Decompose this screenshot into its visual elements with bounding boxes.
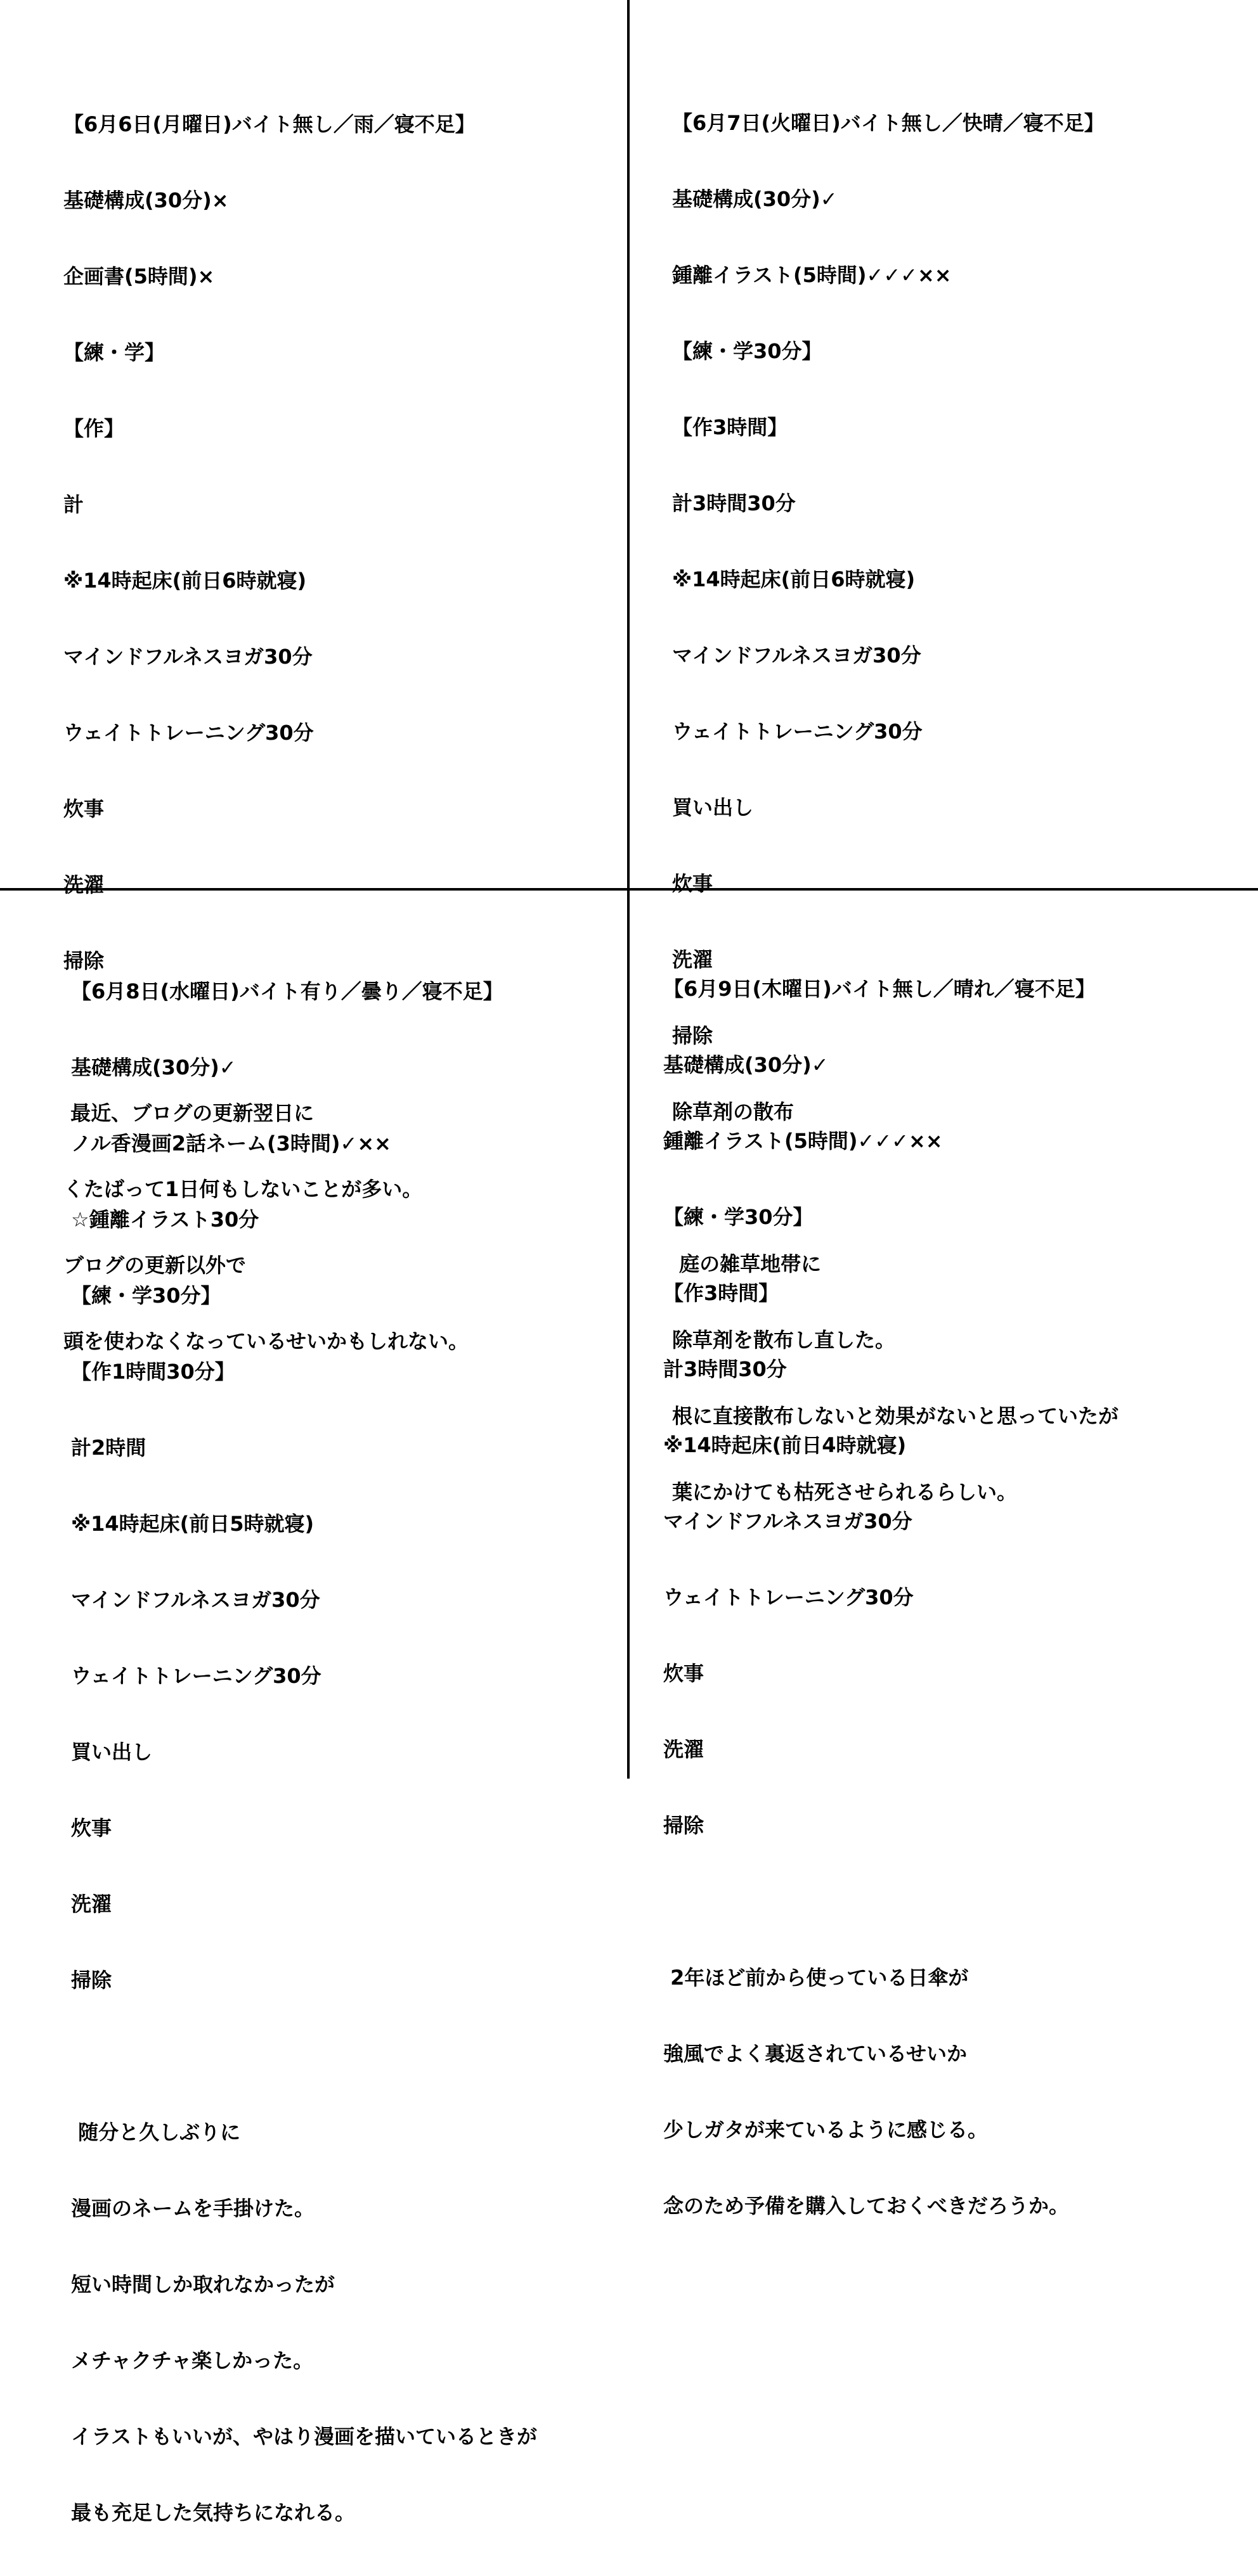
- task-item: 基礎構成(30分)✓: [663, 1053, 829, 1077]
- task-item: 計: [63, 493, 84, 517]
- task-item: ノル香漫画2話ネーム(3時間)✓××: [71, 1131, 391, 1156]
- note-line: 除草剤を散布し直した。: [672, 1328, 896, 1352]
- task-item: ウェイトトレーニング30分: [663, 1585, 914, 1609]
- note-line: 漫画のネームを手掛けた。: [71, 2196, 315, 2220]
- note-line: 葉にかけても枯死させられるらしい。: [672, 1480, 1018, 1504]
- task-item: ウェイトトレーニング30分: [672, 719, 923, 744]
- entry-header: 【6月7日(火曜日)バイト無し／快晴／寝不足】: [672, 111, 1105, 135]
- task-item: 炊事: [672, 872, 713, 896]
- task-item: 買い出し: [71, 1740, 153, 1764]
- note-line: 短い時間しか取れなかったが: [71, 2272, 335, 2296]
- task-item: 【作】: [63, 416, 125, 441]
- note-line: 2年ほど前から使っている日傘が: [663, 1966, 969, 1990]
- note-line: 随分と久しぶりに: [71, 2120, 241, 2144]
- diary-entry-june-8: [71, 928, 537, 2576]
- task-item: ウェイトトレーニング30分: [71, 1664, 321, 1688]
- task-item: マインドフルネスヨガ30分: [663, 1509, 912, 1533]
- note-line: 頭を使わなくなっているせいかもしれない。: [63, 1329, 469, 1353]
- task-item: 基礎構成(30分)✓: [71, 1055, 237, 1079]
- task-item: マインドフルネスヨガ30分: [63, 645, 313, 669]
- task-item: 炊事: [63, 797, 105, 821]
- note-line: 少しガタが来ているように感じる。: [663, 2118, 989, 2142]
- task-item: ※14時起床(前日6時就寝): [63, 569, 307, 593]
- task-item: 【作3時間】: [672, 415, 788, 439]
- diary-entry-june-9: [663, 925, 1096, 2269]
- note-line: 強風でよく裏返されているせいか: [663, 2042, 968, 2066]
- task-item: 買い出し: [672, 795, 754, 820]
- task-item: 【練・学30分】: [663, 1205, 814, 1229]
- task-item: 企画書(5時間)×: [63, 264, 215, 288]
- task-item: ウェイトトレーニング30分: [63, 721, 314, 745]
- task-item: 基礎構成(30分)✓: [672, 187, 838, 211]
- note-line: イラストもいいが、やはり漫画を描いているときが: [71, 2425, 538, 2449]
- task-item: マインドフルネスヨガ30分: [71, 1588, 320, 1612]
- entry-header: 【6月8日(水曜日)バイト有り／曇り／寝不足】: [71, 979, 503, 1003]
- task-item: 洗濯: [672, 948, 713, 972]
- task-item: 鍾離イラスト(5時間)✓✓✓××: [663, 1129, 943, 1153]
- task-item: 炊事: [663, 1661, 704, 1685]
- note-line: 念のため予備を購入しておくべきだろうか。: [663, 2194, 1070, 2218]
- note-line: メチャクチャ楽しかった。: [71, 2348, 314, 2373]
- note-line: ブログの更新以外で: [63, 1253, 247, 1277]
- task-item: 掃除: [71, 1968, 112, 1992]
- note-line: 根に直接散布しないと効果がないと思っていたが: [672, 1404, 1119, 1428]
- task-item: ※14時起床(前日4時就寝): [663, 1433, 907, 1457]
- task-item: 基礎構成(30分)×: [63, 188, 229, 212]
- task-item: 計3時間30分: [672, 491, 796, 515]
- spacer: [663, 1889, 1096, 1914]
- spacer: [71, 2044, 537, 2069]
- task-item: 計3時間30分: [663, 1357, 787, 1381]
- task-item: 【練・学30分】: [71, 1284, 221, 1308]
- task-item: ☆鍾離イラスト30分: [71, 1208, 259, 1232]
- task-item: マインドフルネスヨガ30分: [672, 643, 921, 667]
- task-item: 【作1時間30分】: [71, 1360, 235, 1384]
- task-item: 除草剤の散布: [672, 1100, 794, 1124]
- note-line: 最も充足した気持ちになれる。: [71, 2501, 356, 2525]
- task-item: 炊事: [71, 1816, 112, 1840]
- entry-header: 【6月9日(木曜日)バイト無し／晴れ／寝不足】: [663, 977, 1096, 1001]
- note-line: 最近、ブログの更新翌日に: [63, 1101, 314, 1125]
- task-item: 洗濯: [63, 873, 105, 897]
- task-item: 掃除: [663, 1813, 704, 1838]
- task-item: 掃除: [63, 949, 105, 973]
- task-item: 【作3時間】: [663, 1281, 779, 1305]
- note-line: 庭の雑草地帯に: [672, 1252, 822, 1276]
- task-item: 洗濯: [71, 1892, 112, 1916]
- entry-header: 【6月6日(月曜日)バイト無し／雨／寝不足】: [63, 112, 476, 136]
- note-line: くたばって1日何もしないことが多い。: [63, 1177, 423, 1201]
- task-item: 鍾離イラスト(5時間)✓✓✓××: [672, 263, 952, 287]
- task-item: 計2時間: [71, 1436, 146, 1460]
- task-item: 【練・学30分】: [672, 339, 822, 363]
- task-item: 洗濯: [663, 1737, 704, 1761]
- task-item: ※14時起床(前日6時就寝): [672, 567, 916, 591]
- task-item: ※14時起床(前日5時就寝): [71, 1512, 314, 1536]
- task-item: 【練・学】: [63, 340, 165, 364]
- task-item: 掃除: [672, 1024, 713, 1048]
